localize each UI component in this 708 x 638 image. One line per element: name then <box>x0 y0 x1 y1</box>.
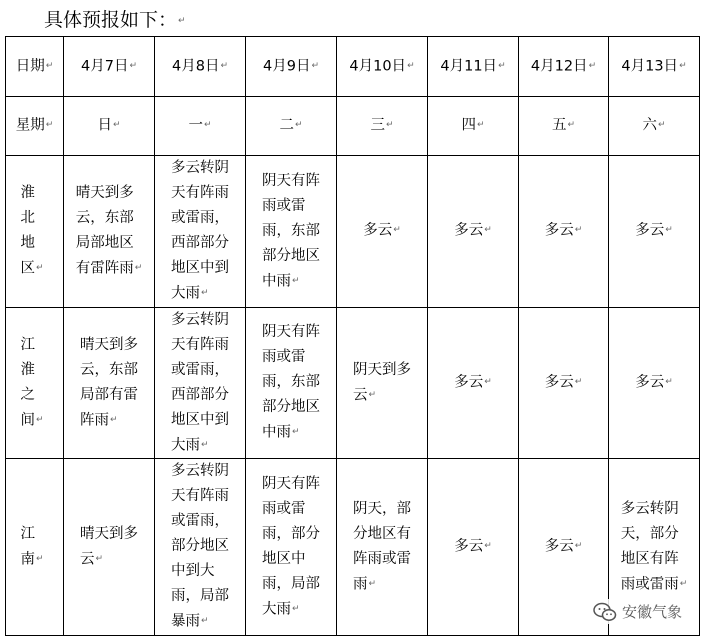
date-cell <box>609 37 700 97</box>
forecast-line: 阵雨或雷 <box>353 550 411 567</box>
paragraph-mark: ↵ <box>203 120 212 131</box>
weekday-cell <box>609 97 700 156</box>
forecast-line: 雨，东部 <box>262 374 320 390</box>
forecast-line: 雨，部分 <box>262 525 320 542</box>
forecast-line: 多云 <box>635 222 665 239</box>
date-row <box>6 37 700 97</box>
region-name-line: 江南 <box>20 525 35 567</box>
paragraph-mark: ↵ <box>665 225 673 236</box>
forecast-cell <box>64 459 155 636</box>
paragraph-mark: ↵ <box>45 60 54 71</box>
paragraph-mark: ↵ <box>36 263 44 273</box>
forecast-line: 多云转阴 <box>171 160 229 176</box>
forecast-line: 暴雨 <box>171 613 200 630</box>
forecast-line: 多云 <box>635 374 665 391</box>
weekday-cell-text: 六 <box>642 117 657 134</box>
paragraph-mark: ↵ <box>407 60 415 71</box>
forecast-line: 多云转阴 <box>171 311 229 328</box>
weekday-cell-text: 二 <box>279 117 294 134</box>
forecast-cell <box>64 156 155 308</box>
forecast-cell <box>337 307 428 459</box>
date-cell <box>519 37 609 97</box>
region-name <box>6 459 64 636</box>
forecast-line: 雨，东部 <box>262 222 320 239</box>
forecast-line: 云 <box>80 551 95 567</box>
forecast-line: 天有阵雨 <box>171 185 229 201</box>
paragraph-mark: ↵ <box>95 553 104 564</box>
forecast-line: 多云 <box>544 222 574 239</box>
forecast-line: 或雷雨， <box>171 210 229 226</box>
forecast-cell <box>337 156 428 308</box>
paragraph-mark: ↵ <box>36 414 44 425</box>
forecast-cell <box>155 156 246 308</box>
paragraph-mark: ↵ <box>368 389 377 400</box>
paragraph-mark: ↵ <box>588 60 597 71</box>
forecast-line: 云，东部 <box>80 361 138 378</box>
paragraph-mark: ↵ <box>220 60 228 71</box>
paragraph-mark: ↵ <box>110 414 118 425</box>
forecast-line: 中雨 <box>262 424 291 441</box>
forecast-line: 阵雨 <box>80 412 109 428</box>
weekday-row <box>6 97 700 156</box>
forecast-cell <box>609 307 700 459</box>
forecast-line: 天有阵雨 <box>171 336 229 353</box>
forecast-line: 雨或雷 <box>262 349 306 365</box>
forecast-line: 雨或雷 <box>262 500 306 517</box>
paragraph-mark: ↵ <box>679 60 687 71</box>
paragraph-mark: ↵ <box>178 15 186 26</box>
watermark-text: 安徽气象 <box>621 603 682 621</box>
forecast-line: 地区有阵 <box>620 550 679 567</box>
date-cell <box>155 37 246 97</box>
date-cell <box>428 37 519 97</box>
weekday-cell-text: 五 <box>551 117 567 134</box>
region-name-line: 之间 <box>20 386 35 428</box>
forecast-line: 雨 <box>353 576 368 592</box>
date-cell-text: 4月9日 <box>263 58 311 75</box>
forecast-line: 晴天到多 <box>75 185 134 201</box>
date-cell <box>246 37 337 97</box>
forecast-table <box>5 36 700 636</box>
forecast-line: 雨或雷雨 <box>620 576 679 592</box>
page-title: 具体预报如下：↵ <box>44 9 186 31</box>
paragraph-mark: ↵ <box>574 225 583 236</box>
paragraph-mark: ↵ <box>294 120 303 131</box>
forecast-line: 天，部分 <box>620 525 679 542</box>
forecast-line: 雨或雷 <box>262 197 306 214</box>
region-name <box>6 307 64 459</box>
forecast-cell <box>428 156 519 308</box>
paragraph-mark: ↵ <box>112 120 121 131</box>
forecast-line: 部分地区 <box>171 538 229 554</box>
paragraph-mark: ↵ <box>292 275 300 286</box>
forecast-line: 局部有雷 <box>80 386 138 403</box>
forecast-line: 多云 <box>544 538 574 555</box>
weekday-cell-text: 三 <box>370 117 385 134</box>
forecast-line: 或雷雨， <box>171 513 229 529</box>
forecast-cell <box>428 307 519 459</box>
forecast-line: 多云 <box>363 222 393 239</box>
forecast-line: 多云 <box>454 222 484 239</box>
forecast-line: 云 <box>353 387 368 403</box>
forecast-cell <box>246 459 337 636</box>
paragraph-mark: ↵ <box>665 376 673 387</box>
forecast-line: 地区中到 <box>171 411 229 428</box>
forecast-line: 分地区有 <box>353 525 411 542</box>
forecast-line: 局部地区 <box>75 235 134 251</box>
paragraph-mark: ↵ <box>484 225 492 236</box>
forecast-cell <box>519 307 609 459</box>
date-cell-text: 4月7日 <box>81 58 129 75</box>
forecast-cell <box>155 459 246 636</box>
forecast-line: 阴天有阵 <box>262 475 320 492</box>
weekday-cell <box>428 97 519 156</box>
forecast-line: 大雨 <box>171 285 200 302</box>
weekday-cell <box>337 97 428 156</box>
forecast-line: 阴天有阵 <box>262 172 320 189</box>
forecast-line: 有雷阵雨 <box>75 260 134 277</box>
region-name-line: 淮北 <box>20 185 35 226</box>
date-row-label <box>6 37 64 97</box>
paragraph-mark: ↵ <box>484 376 492 387</box>
region-name-line: 江淮 <box>20 336 35 378</box>
forecast-line: 晴天到多 <box>80 336 138 353</box>
paragraph-mark: ↵ <box>574 376 583 387</box>
weekday-cell <box>64 97 155 156</box>
forecast-line: 中到大 <box>171 563 215 579</box>
date-cell-text: 4月10日 <box>349 58 407 75</box>
paragraph-mark: ↵ <box>292 603 300 614</box>
forecast-line: 多云转阴 <box>171 463 229 479</box>
region-name-line: 地区 <box>20 235 35 277</box>
watermark <box>589 599 686 624</box>
forecast-line: 中雨 <box>262 273 291 289</box>
paragraph-mark: ↵ <box>385 120 394 131</box>
paragraph-mark: ↵ <box>393 225 401 236</box>
paragraph-mark: ↵ <box>476 120 485 131</box>
forecast-line: 阴天有阵 <box>262 324 320 340</box>
forecast-cell <box>155 307 246 459</box>
forecast-line: 多云 <box>544 374 574 391</box>
forecast-line: 西部部分 <box>171 386 229 403</box>
paragraph-mark: ↵ <box>201 288 209 298</box>
weekday-cell <box>155 97 246 156</box>
forecast-line: 西部部分 <box>171 235 229 251</box>
forecast-cell <box>246 307 337 459</box>
date-cell <box>337 37 428 97</box>
forecast-line: 多云转阴 <box>620 500 679 517</box>
date-cell-text: 4月8日 <box>172 58 220 75</box>
forecast-line: 大雨 <box>262 601 291 617</box>
paragraph-mark: ↵ <box>484 540 492 551</box>
forecast-line: 地区中到 <box>171 260 229 276</box>
weekday-cell-text: 一 <box>188 117 203 134</box>
forecast-line: 晴天到多 <box>80 525 138 542</box>
forecast-line: 地区中 <box>262 550 306 567</box>
paragraph-mark: ↵ <box>574 540 583 551</box>
paragraph-mark: ↵ <box>129 60 137 71</box>
region-row <box>6 156 700 308</box>
forecast-cell <box>519 156 609 308</box>
paragraph-mark: ↵ <box>657 120 666 131</box>
paragraph-mark: ↵ <box>679 578 688 589</box>
date-cell-text: 4月13日 <box>621 58 679 75</box>
paragraph-mark: ↵ <box>368 578 377 589</box>
paragraph-mark: ↵ <box>567 120 576 131</box>
forecast-line: 多云 <box>454 538 484 555</box>
weekday-cell-text: 四 <box>461 117 476 134</box>
paragraph-mark: ↵ <box>201 616 209 626</box>
weekday-cell <box>246 97 337 156</box>
forecast-line: 云，东部 <box>75 210 134 226</box>
forecast-line: 雨，局部 <box>171 588 229 604</box>
forecast-line: 阴天到多 <box>353 361 411 378</box>
wechat-icon <box>593 602 617 622</box>
forecast-cell <box>337 459 428 636</box>
paragraph-mark: ↵ <box>45 120 54 131</box>
forecast-cell <box>246 156 337 308</box>
forecast-cell <box>428 459 519 636</box>
forecast-line: 大雨 <box>171 437 200 453</box>
forecast-line: 天有阵雨 <box>171 488 229 504</box>
forecast-line: 部分地区 <box>262 247 320 264</box>
paragraph-mark: ↵ <box>36 553 44 564</box>
forecast-line: 多云 <box>454 374 484 391</box>
weekday-cell-text: 日 <box>97 117 112 134</box>
weekday-row-label <box>6 97 64 156</box>
forecast-cell <box>609 156 700 308</box>
forecast-line: 部分地区 <box>262 399 320 415</box>
region-name <box>6 156 64 308</box>
date-cell-text: 4月12日 <box>530 58 588 75</box>
forecast-line: 阴天，部 <box>353 500 411 517</box>
forecast-line: 雨，局部 <box>262 575 320 592</box>
weekday-cell <box>519 97 609 156</box>
paragraph-mark: ↵ <box>134 263 143 273</box>
date-cell-text: 4月11日 <box>440 58 498 75</box>
paragraph-mark: ↵ <box>311 60 319 71</box>
paragraph-mark: ↵ <box>498 60 506 71</box>
forecast-line: 或雷雨， <box>171 361 229 378</box>
paragraph-mark: ↵ <box>292 427 300 437</box>
region-row <box>6 307 700 459</box>
date-cell <box>64 37 155 97</box>
date-row-label-text: 日期 <box>15 58 45 75</box>
paragraph-mark: ↵ <box>201 439 209 450</box>
weekday-row-label-text: 星期 <box>15 117 45 134</box>
forecast-cell <box>64 307 155 459</box>
